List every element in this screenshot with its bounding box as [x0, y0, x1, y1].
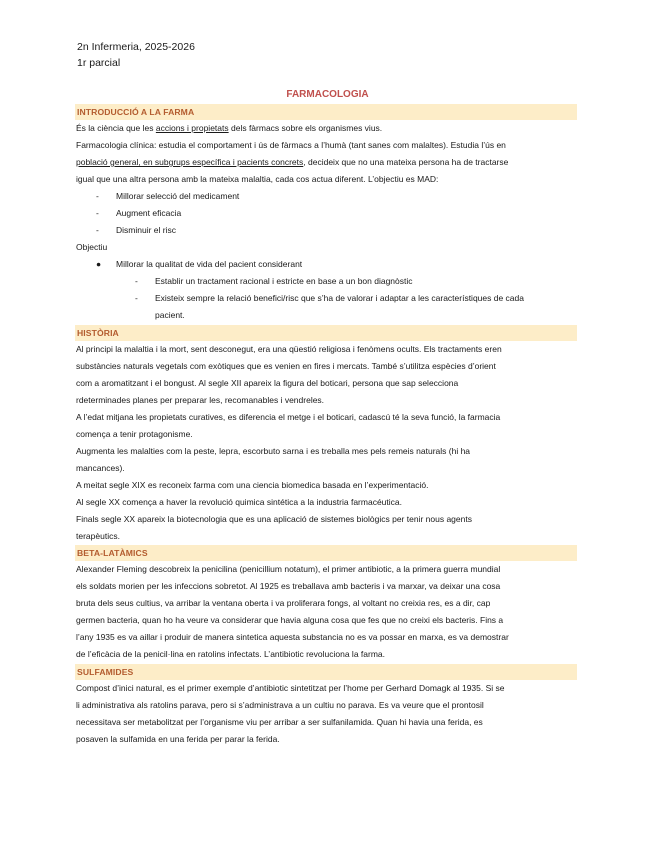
text-line: mancances). — [76, 463, 125, 473]
text-line: terapèutics. — [76, 531, 120, 541]
text-line: Farmacologia clínica: estudia el comportament i ús de fàrmacs a l’humà (tant sanes com malaltes). Estudia l’ús en — [76, 140, 506, 150]
text-line: Compost d’inici natural, es el primer exemple d’antibiotic sintetitzat per l’home per Gerhard Domagk al 1935. Si se — [76, 683, 505, 693]
text-line: de l’eficàcia de la penicil·lina en ratolins infectats. L’antibiotic revoluciona la farma. — [76, 649, 386, 659]
sub-list-item: Establir un tractament racional i estricte en base a un bon diagnòstic — [155, 276, 413, 286]
intro-paragraph-1 — [76, 120, 578, 137]
text: , decideix que no una mateixa persona ha de tractarse — [303, 157, 509, 167]
text-line: necessitava ser metabolitzat per l’organisme viu per arribar a ser sulfanilamida. Quan hi havia una ferida, es — [76, 717, 483, 727]
text-line: posaven la sulfamida en una ferida per parar la ferida. — [76, 734, 280, 744]
dash-marker: - — [135, 276, 138, 286]
dash-marker: - — [96, 208, 99, 218]
sub-list-item-continuation: pacient. — [155, 310, 185, 320]
bullet-marker: ● — [96, 259, 102, 269]
text-line: substàncies naturals vegetals com exòtiques que es venien en fires i mercats. També s’utilitza espècies d’orient — [76, 361, 496, 371]
beta-body — [76, 561, 578, 663]
text-line: bruta dels seus cultius, va arribar la ventana oberta i va proliferara fongs, al voltant no creixia res, es a dir, cap — [76, 598, 491, 608]
text-line: comença a tenir protagonisme. — [76, 429, 193, 439]
text-line: l’any 1935 es va aillar i produir de manera sintetica aquesta substancia no es va possar en marxa, es va demostrar — [76, 632, 509, 642]
text-line: A l’edat mitjana les propietats curatives, es diferencia el metge i el boticari, cadascú té la seva funció, la farmacia — [76, 412, 501, 422]
objectiu-label: Objectiu — [76, 242, 108, 252]
document-title: FARMACOLOGIA — [286, 89, 369, 100]
text-line: germen bacteria, quan ho ha veure va considerar que havia alguna cosa que fes que no creixi els bacteris. Fins a — [76, 615, 504, 625]
list-item: Millorar la qualitat de vida del pacient considerant — [116, 259, 303, 269]
text: dels fàrmacs sobre els organismes vius. — [228, 123, 383, 133]
dash-marker: - — [96, 225, 99, 235]
text: És la ciència que les — [76, 123, 156, 133]
text-line: els soldats morien per les infeccions sobretot. Al 1925 es treballava amb bacteris i va marxar, va deixar una cosa — [76, 581, 501, 591]
exam-line: 1r parcial — [77, 57, 121, 69]
historia-body — [76, 341, 578, 545]
text-line: A meitat segle XIX es reconeix farma com una ciencia biomedica basada en l’experimentació. — [76, 480, 429, 490]
text-line: li administrativa als ratolins parava, pero si s’administrava a un cultiu no parava. Es va veure que el prontosil — [76, 700, 484, 710]
list-item: Millorar selecció del medicament — [116, 191, 240, 201]
text-line: Finals segle XX apareix la biotecnologia que es una aplicació de sistemes biològics per tenir nous agents — [76, 514, 472, 524]
intro-paragraph-2 — [76, 137, 578, 188]
heading-beta-lactamics: BETA-LATÀMICS — [75, 545, 577, 561]
sulfa-body — [76, 680, 578, 748]
text-line: Alexander Fleming descobreix la penicilina (penicillium notatum), el primer antibiotic, a la primera guerra mundial — [76, 564, 501, 574]
heading-historia: HISTÒRIA — [75, 325, 577, 341]
heading-sulfamides: SULFAMIDES — [75, 664, 577, 680]
text-line: rdeterminades planes per preparar les, recomanables i vendreles. — [76, 395, 325, 405]
underlined-text: població general, en subgrups específica i pacients concrets — [76, 157, 304, 167]
heading-intro: INTRODUCCIÓ A LA FARMA — [75, 104, 577, 120]
text-line: igual que una altra persona amb la mateixa malaltia, cada cos actua diferent. L’objectiu es MAD: — [76, 174, 439, 184]
dash-marker: - — [135, 293, 138, 303]
dash-marker: - — [96, 191, 99, 201]
text-line: Al segle XX comença a haver la revolució quimica sintética a la industria farmacéutica. — [76, 497, 402, 507]
list-item: Disminuir el risc — [116, 225, 176, 235]
list-item: Augment eficacia — [116, 208, 182, 218]
text-line: Al principi la malaltia i la mort, sent desconegut, era una qüestió religiosa i fenòmens ocults. Els tractaments eren — [76, 344, 502, 354]
text-line: Augmenta les malalties com la peste, lepra, escorbuto sarna i es treballa mes pels remeis naturals (hi ha — [76, 446, 471, 456]
sub-list-item: Existeix sempre la relació benefici/risc que s’ha de valorar i adaptar a les característiques de cada — [155, 293, 524, 303]
text-line: com a aromatitzant i el bongust. Al segle XII apareix la figura del boticari, persona que sap selecciona — [76, 378, 459, 388]
underlined-text: accions i propietats — [155, 123, 229, 133]
course-line: 2n Infermeria, 2025-2026 — [77, 41, 195, 53]
